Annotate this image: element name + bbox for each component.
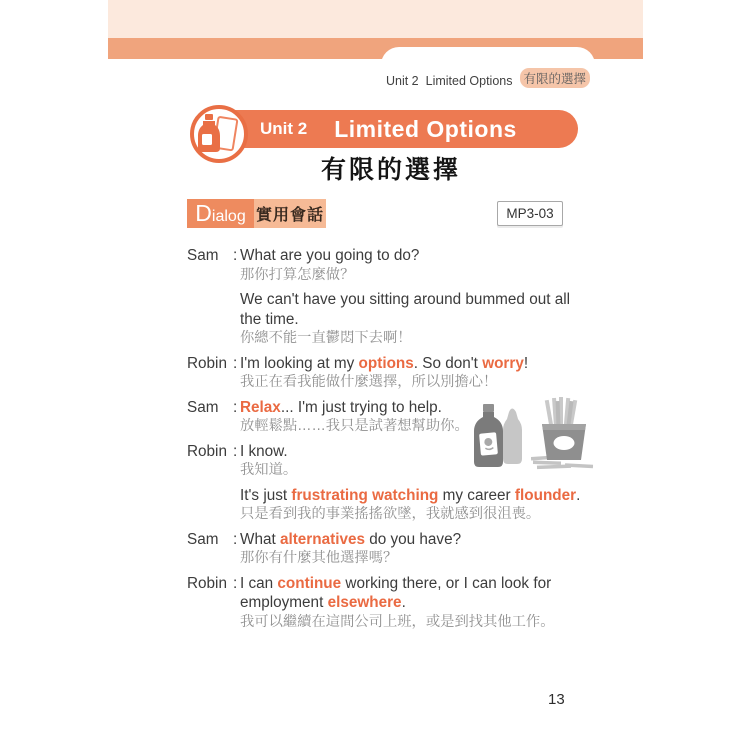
english-lines: I know. — [240, 442, 288, 460]
speaker-colon — [233, 486, 240, 525]
audio-track-tag: MP3-03 — [497, 201, 563, 226]
top-light-band — [108, 0, 643, 38]
speaker-colon: : — [233, 354, 238, 372]
speaker-name: Sam — [187, 398, 219, 416]
dialog-entry — [187, 354, 581, 393]
speaker-colon: : — [233, 530, 238, 548]
squeeze-bottle — [503, 409, 522, 465]
speaker-name: Sam — [187, 247, 219, 264]
english-lines: What are you going to do? — [240, 247, 420, 264]
dialog-entry-content — [240, 354, 581, 393]
dialog-label-initial: D — [195, 200, 212, 226]
dialog-entry-content — [240, 530, 581, 569]
speaker-colon: : — [233, 398, 238, 416]
dialog-entry — [187, 486, 581, 525]
running-header-title: Limited Options — [425, 74, 513, 88]
chinese-translation: 只是看到我的事業搖搖欲墜，我就感到很沮喪。 — [240, 506, 541, 522]
english-lines: Relax... I'm just trying to help. — [240, 398, 442, 416]
dialog-entry — [187, 290, 581, 349]
dialog-entry — [187, 574, 581, 633]
speaker-colon: : — [233, 574, 238, 592]
english-lines: What alternatives do you have? — [240, 530, 462, 548]
speaker-colon: : — [233, 442, 238, 460]
dialog-section-label-zh: 實用會話 — [254, 199, 326, 228]
dialog-entry — [187, 530, 581, 569]
chinese-translation: 我可以繼續在這間公司上班，或是到找其他工作。 — [240, 613, 555, 630]
dialog-entry-content — [240, 442, 581, 481]
english-lines: We can't have you sitting around bummed out all the time. — [240, 291, 571, 328]
speaker-name: Robin — [187, 442, 227, 460]
dialog-entry-content — [240, 574, 581, 633]
english-lines: It's just frustrating watching my career flounder. — [240, 486, 581, 504]
speaker-name: Robin — [187, 354, 227, 372]
speaker-name — [187, 290, 233, 349]
chinese-translation: 放輕鬆點……我只是試著想幫助你。 — [240, 418, 469, 434]
chinese-translation: 那你有什麼其他選擇嗎？ — [240, 550, 398, 566]
speaker-colon — [233, 290, 240, 349]
running-header-unit: Unit 2 — [385, 74, 419, 88]
chinese-translation: 那你打算怎麼做？ — [240, 266, 355, 283]
dialog-entry-content — [240, 486, 581, 525]
chinese-translation: 我正在看我能做什麼選擇，所以別擔心！ — [240, 374, 498, 390]
speaker-name: Robin — [187, 574, 227, 592]
unit-banner — [204, 110, 578, 148]
running-header — [381, 47, 595, 89]
dialog-entry-content — [240, 398, 581, 437]
chinese-translation: 你總不能一直鬱悶下去啊！ — [240, 330, 412, 346]
unit-title-en: Limited Options — [334, 115, 517, 142]
dialog-entry — [187, 246, 581, 285]
page-title-zh: 有限的選擇 — [320, 156, 461, 184]
chinese-translation: 我知道。 — [240, 462, 298, 478]
running-header-title-zh: 有限的選擇 — [520, 68, 591, 88]
english-lines: I can continue working there, or I can look for employment elsewhere. — [240, 574, 552, 611]
fries-sticks — [545, 397, 577, 426]
french-fries-illustration — [531, 396, 595, 474]
dialog-section-label — [187, 199, 254, 228]
dialog-label-rest: ialog — [211, 208, 246, 225]
fries-box — [542, 424, 586, 460]
english-lines: I'm looking at my options. So don't worry! — [240, 354, 529, 372]
unit-number-label: Unit 2 — [260, 119, 308, 138]
speaker-name: Sam — [187, 530, 219, 548]
ketchup-bottles-illustration — [470, 400, 528, 475]
ketchup-bottle — [474, 404, 503, 467]
dialog-entry-content — [240, 290, 581, 349]
dialog-entry-content — [240, 246, 581, 285]
page-number: 13 — [548, 691, 565, 708]
speaker-colon: : — [233, 247, 238, 264]
speaker-name — [187, 486, 233, 525]
